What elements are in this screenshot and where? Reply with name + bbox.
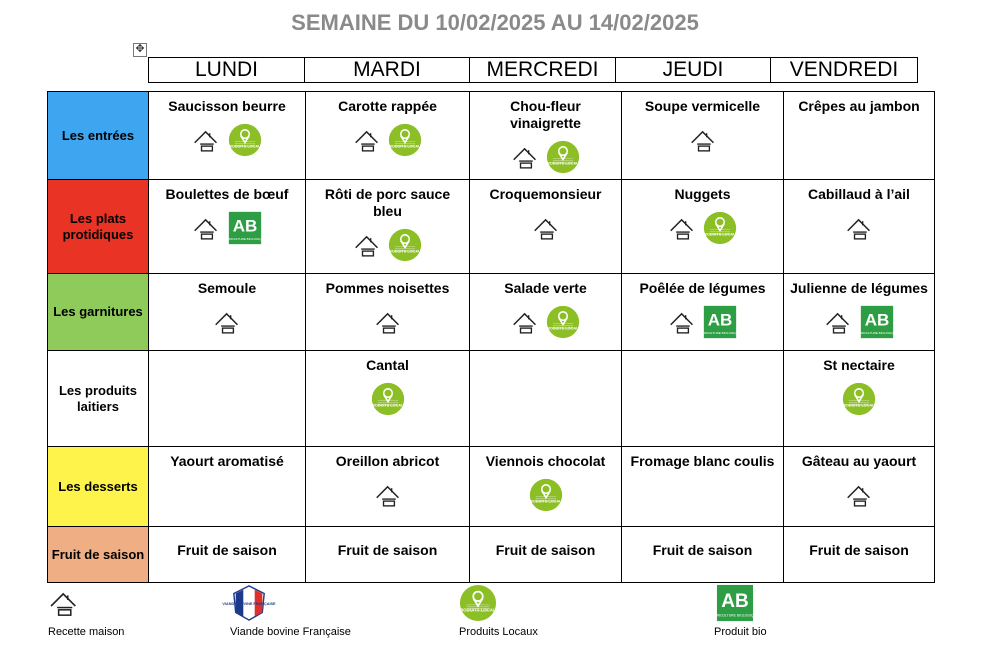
- menu-cell: [149, 180, 306, 274]
- dish-labels: [784, 478, 934, 517]
- bio-logo-subtext: AGRICULTURE BIOLOGIQUE: [855, 330, 898, 335]
- dish-labels: [784, 305, 934, 344]
- menu-cell: [622, 274, 784, 351]
- dish-labels: [306, 478, 469, 517]
- menu-cell: [784, 274, 935, 351]
- menu-cell: [149, 447, 306, 527]
- menu-row: [48, 527, 935, 583]
- dish-name: Crêpes au jambon: [798, 98, 920, 114]
- dish-labels: [470, 305, 621, 344]
- menu-cell: [470, 351, 622, 447]
- dish-name: Cabillaud à l’ail: [808, 186, 910, 202]
- dish-labels: [306, 305, 469, 344]
- produits-locaux-logo-text: PRODUITS LOCAUX: [544, 326, 582, 331]
- produits-locaux-icon: [388, 123, 422, 162]
- dish-labels: [149, 211, 305, 250]
- produits-locaux-logo-text: PRODUITS LOCAUX: [527, 499, 564, 504]
- day-header-jeudi: JEUDI: [616, 58, 771, 82]
- dish-labels: [306, 123, 469, 162]
- category-label: Les garnitures: [48, 274, 149, 351]
- legend-label: Viande bovine Française: [230, 626, 351, 638]
- produits-locaux-logo-text: PRODUITS LOCAUX: [226, 144, 264, 149]
- menu-cell: [306, 180, 470, 274]
- menu-cell: [784, 92, 935, 180]
- dish-labels: [622, 123, 783, 162]
- dish-name: Semoule: [197, 280, 257, 296]
- produits-locaux-logo-text: PRODUITS LOCAUX: [386, 249, 424, 254]
- recette-maison-icon: [668, 211, 695, 250]
- menu-cell: [149, 527, 306, 583]
- menu-cell: [306, 92, 470, 180]
- menu-cell: [784, 180, 935, 274]
- dish-labels: [784, 382, 934, 421]
- menu-cell: [306, 351, 470, 447]
- menu-cell: [622, 92, 784, 180]
- category-label: Les entrées: [48, 92, 149, 180]
- dish-labels: [306, 382, 469, 421]
- day-header-vendredi: VENDREDI: [789, 58, 899, 81]
- dish-name: Chou-fleur vinaigrette: [510, 98, 581, 131]
- menu-cell: [622, 447, 784, 527]
- dish-name: St nectaire: [823, 357, 895, 373]
- recette-maison-icon: [668, 305, 695, 344]
- menu-cell: [306, 274, 470, 351]
- menu-row: [48, 447, 935, 527]
- dish-name: Cantal: [366, 357, 409, 373]
- table-move-handle-icon[interactable]: ✥: [133, 43, 147, 57]
- day-header-mardi: MARDI: [305, 58, 470, 82]
- dish-name: Julienne de légumes: [790, 280, 928, 296]
- dish-labels: [622, 211, 783, 250]
- dish-labels: [470, 140, 621, 179]
- produit-bio-icon: [855, 305, 898, 344]
- recette-maison-icon: [374, 478, 401, 517]
- page-title: SEMAINE DU 10/02/2025 AU 14/02/2025: [291, 10, 699, 35]
- recette-maison-icon: [845, 211, 872, 250]
- recette-maison-icon: [689, 123, 716, 162]
- produits-locaux-icon: [371, 382, 405, 421]
- menu-row: [48, 180, 935, 274]
- bio-logo-text: AB: [232, 216, 257, 236]
- produits-locaux-icon: [459, 584, 497, 627]
- produits-locaux-icon: [546, 140, 580, 179]
- menu-table: [47, 91, 935, 583]
- recette-maison-icon: [192, 211, 219, 250]
- dish-labels: [149, 305, 305, 344]
- dish-name: Fromage blanc coulis: [630, 453, 775, 469]
- dish-labels: [306, 228, 469, 267]
- legend-label: Produit bio: [714, 626, 767, 638]
- dish-name: Croquemonsieur: [489, 186, 602, 202]
- produits-locaux-logo-text: PRODUITS LOCAUX: [386, 144, 424, 149]
- category-label: Les plats protidiques: [48, 180, 149, 274]
- recette-maison-icon: [48, 584, 78, 627]
- dish-labels: [470, 211, 621, 250]
- produits-locaux-logo-text: PRODUITS LOCAUX: [840, 403, 878, 408]
- bio-logo-subtext: AGRICULTURE BIOLOGIQUE: [699, 330, 741, 335]
- recette-maison-icon: [824, 305, 851, 344]
- menu-cell: [306, 527, 470, 583]
- category-label: Les produits laitiers: [48, 351, 149, 447]
- produits-locaux-logo-text: PRODUITS LOCAUX: [457, 607, 499, 613]
- recette-maison-icon: [374, 305, 401, 344]
- recette-maison-icon: [213, 305, 240, 344]
- dish-name: Gâteau au yaourt: [801, 453, 917, 469]
- produits-locaux-icon: [703, 211, 737, 250]
- vbf-logo-text: VIANDE BOVINE FRANÇAISE: [222, 601, 276, 606]
- menu-cell: [149, 351, 306, 447]
- recette-maison-icon: [532, 211, 559, 250]
- produits-locaux-icon: [546, 305, 580, 344]
- dish-name: Saucisson beurre: [168, 98, 286, 114]
- dish-name: Soupe vermicelle: [644, 98, 761, 114]
- produits-locaux-logo-text: PRODUITS LOCAUX: [369, 403, 406, 408]
- menu-cell: [784, 351, 935, 447]
- dish-name: Yaourt aromatisé: [170, 453, 284, 469]
- dish-name: Oreillon abricot: [335, 453, 440, 469]
- menu-cell: [149, 92, 306, 180]
- bio-logo-text: AB: [864, 310, 889, 330]
- bio-logo-text: AB: [707, 310, 733, 330]
- recette-maison-icon: [845, 478, 872, 517]
- menu-cell: [306, 447, 470, 527]
- produit-bio-icon: [699, 305, 741, 344]
- menu-cell: [149, 274, 306, 351]
- dish-name: Pommes noisettes: [325, 280, 450, 296]
- produit-bio-icon: [711, 584, 759, 627]
- produits-locaux-icon: [228, 123, 262, 162]
- dish-name: Fruit de saison: [652, 542, 753, 558]
- bio-logo-subtext: AGRICULTURE BIOLOGIQUE: [223, 236, 266, 241]
- day-header-row: [148, 57, 918, 83]
- menu-cell: [622, 527, 784, 583]
- menu-row: [48, 92, 935, 180]
- dish-name: Fruit de saison: [809, 542, 909, 558]
- category-label: Fruit de saison: [48, 527, 149, 583]
- menu-cell: [784, 527, 935, 583]
- recette-maison-icon: [353, 123, 380, 162]
- menu-cell: [470, 92, 622, 180]
- menu-row: [48, 351, 935, 447]
- legend-label: Recette maison: [48, 626, 125, 638]
- dish-name: Fruit de saison: [337, 542, 438, 558]
- legend-label: Produits Locaux: [459, 626, 538, 638]
- recette-maison-icon: [353, 228, 380, 267]
- produit-bio-icon: [223, 211, 266, 250]
- day-header-lundi: LUNDI: [149, 58, 305, 82]
- dish-labels: [470, 478, 621, 517]
- dish-labels: [784, 211, 934, 250]
- menu-row: [48, 274, 935, 351]
- dish-name: Fruit de saison: [177, 542, 277, 558]
- produits-locaux-logo-text: PRODUITS LOCAUX: [701, 232, 739, 237]
- menu-cell: [622, 351, 784, 447]
- produits-locaux-icon: [388, 228, 422, 267]
- dish-labels: [622, 305, 783, 344]
- produits-locaux-logo-text: PRODUITS LOCAUX: [544, 161, 582, 166]
- day-header-mercredi: MERCREDI: [470, 58, 616, 82]
- produits-locaux-icon: [529, 478, 563, 517]
- dish-name: Carotte rappée: [338, 98, 437, 114]
- dish-name: Viennois chocolat: [485, 453, 606, 469]
- recette-maison-icon: [192, 123, 219, 162]
- menu-cell: [470, 180, 622, 274]
- viande-bovine-francaise-icon: [222, 584, 276, 627]
- menu-cell: [470, 274, 622, 351]
- recette-maison-icon: [511, 305, 538, 344]
- dish-name: Poêlée de légumes: [639, 280, 766, 296]
- menu-cell: [470, 447, 622, 527]
- dish-name: Nuggets: [674, 186, 731, 202]
- menu-cell: [622, 180, 784, 274]
- dish-labels: [149, 123, 305, 162]
- bio-logo-subtext: AGRICULTURE BIOLOGIQUE: [711, 613, 759, 618]
- dish-name: Salade verte: [504, 280, 587, 296]
- produits-locaux-icon: [842, 382, 876, 421]
- dish-name: Fruit de saison: [495, 542, 596, 558]
- menu-cell: [470, 527, 622, 583]
- menu-cell: [784, 447, 935, 527]
- dish-name: Rôti de porc sauce bleu: [324, 186, 451, 219]
- dish-name: Boulettes de bœuf: [165, 186, 289, 202]
- recette-maison-icon: [511, 140, 538, 179]
- bio-logo-text: AB: [721, 590, 749, 612]
- category-label: Les desserts: [48, 447, 149, 527]
